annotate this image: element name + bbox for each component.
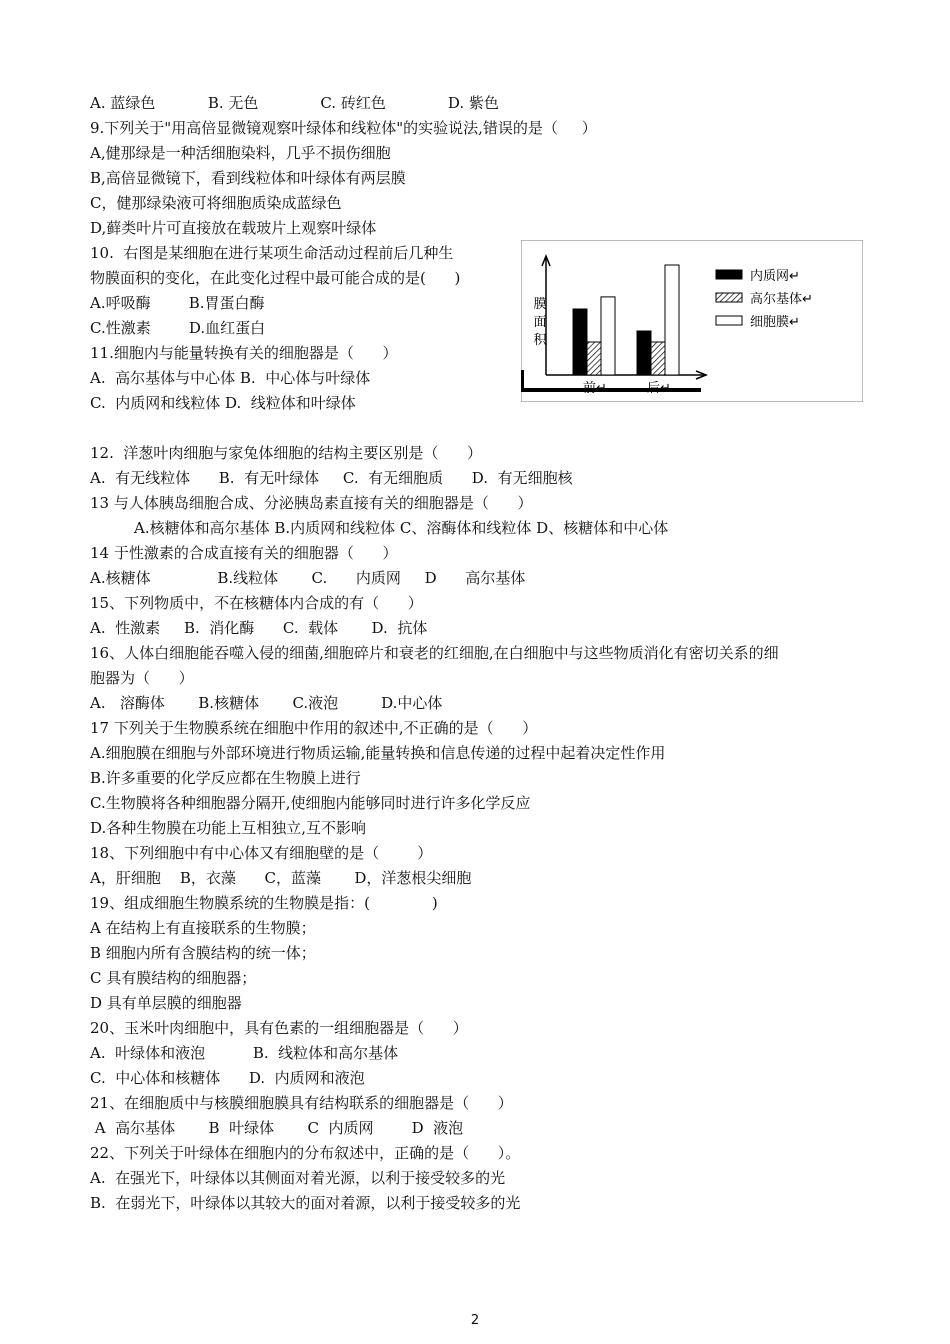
- text-line: C 具有膜结构的细胞器；: [90, 969, 257, 987]
- membrane-area-bar-chart: [521, 240, 863, 402]
- text-line: 17 下列关于生物膜系统在细胞中作用的叙述中,不正确的是（ ）: [90, 719, 538, 737]
- text-line: A.核糖体 B.线粒体 C. 内质网 D 高尔基体: [90, 569, 526, 587]
- text-line: 16、人体白细胞能吞噬入侵的细菌,细胞碎片和衰老的红细胞,在白细胞中与这些物质消化有密切关系的细: [90, 644, 779, 662]
- text-line: A 在结构上有直接联系的生物膜；: [90, 919, 316, 937]
- figure-frame: [521, 240, 863, 402]
- text-line: 20、玉米叶肉细胞中，具有色素的一组细胞器是（ ）: [90, 1019, 468, 1037]
- text-line: B,高倍显微镜下，看到线粒体和叶绿体有两层膜: [90, 169, 406, 187]
- text-line: D 具有单层膜的细胞器: [90, 994, 242, 1012]
- text-line: 15、下列物质中，不在核糖体内合成的有（ ）: [90, 594, 423, 612]
- text-line: A，肝细胞 B，衣藻 C，蓝藻 D，洋葱根尖细胞: [90, 869, 472, 887]
- text-line: B.许多重要的化学反应都在生物膜上进行: [90, 769, 361, 787]
- bar-内质网-前: [573, 309, 587, 375]
- text-line: 19、组成细胞生物膜系统的生物膜是指：( ): [90, 894, 438, 912]
- text-line: A.呼吸酶 B.胃蛋白酶: [90, 294, 265, 312]
- text-line: 21、在细胞质中与核膜细胞膜具有结构联系的细胞器是（ ）: [90, 1094, 513, 1112]
- text-line: 22、下列关于叶绿体在细胞内的分布叙述中，正确的是（ ）。: [90, 1144, 521, 1162]
- text-line: A. 有无线粒体 B. 有无叶绿体 C. 有无细胞质 D. 有无细胞核: [90, 469, 573, 487]
- legend-label: 高尔基体↵: [750, 291, 813, 306]
- bar-细胞膜-前: [601, 297, 615, 375]
- text-line: 9.下列关于"用高倍显微镜观察叶绿体和线粒体"的实验说法,错误的是（ ）: [90, 119, 597, 137]
- text-line: A. 蓝绿色 B. 无色 C. 砖红色 D. 紫色: [90, 94, 499, 112]
- bar-高尔基体-后: [651, 342, 665, 375]
- text-line: A.核糖体和高尔基体 B.内质网和线粒体 C、溶酶体和线粒体 D、核糖体和中心体: [134, 519, 669, 537]
- page-number: 2: [470, 1313, 480, 1328]
- legend-label: 内质网↵: [750, 268, 800, 283]
- text-line: C，健那绿染液可将细胞质染成蓝绿色: [90, 194, 342, 212]
- bar-高尔基体-前: [587, 342, 601, 375]
- text-line: C.生物膜将各种细胞器分隔开,使细胞内能够同时进行许多化学反应: [90, 794, 531, 812]
- text-line: 14 于性激素的合成直接有关的细胞器（ ）: [90, 544, 398, 562]
- text-line: A. 叶绿体和液泡 B. 线粒体和高尔基体: [90, 1044, 399, 1062]
- figure-base-bar: [521, 388, 701, 392]
- text-line: 物膜面积的变化，在此变化过程中最可能合成的是( ): [90, 269, 461, 287]
- legend-label: 细胞膜↵: [750, 314, 800, 329]
- legend-swatch: [716, 270, 742, 279]
- text-line: A. 溶酶体 B.核糖体 C.液泡 D.中心体: [90, 694, 443, 712]
- text-line: 13 与人体胰岛细胞合成、分泌胰岛素直接有关的细胞器是（ ）: [90, 494, 533, 512]
- legend-swatch: [716, 293, 742, 302]
- text-line: 胞器为（ ）: [90, 669, 194, 687]
- text-line: A. 高尔基体与中心体 B. 中心体与叶绿体: [90, 369, 371, 387]
- text-line: A,健那绿是一种活细胞染料，几乎不损伤细胞: [90, 144, 391, 162]
- text-line: 11.细胞内与能量转换有关的细胞器是（ ）: [90, 344, 398, 362]
- text-line: C. 内质网和线粒体 D. 线粒体和叶绿体: [90, 394, 356, 412]
- x-tick-label: 后↵: [647, 380, 671, 395]
- legend-swatch: [716, 316, 742, 325]
- y-axis-label: 膜面积: [533, 296, 547, 347]
- figure-left-bar: [521, 370, 524, 392]
- text-line: A 高尔基体 B 叶绿体 C 内质网 D 液泡: [90, 1119, 464, 1137]
- text-line: B. 在弱光下，叶绿体以其较大的面对着源，以利于接受较多的光: [90, 1194, 521, 1212]
- text-line: C. 中心体和核糖体 D. 内质网和液泡: [90, 1069, 365, 1087]
- text-line: A.细胞膜在细胞与外部环境进行物质运输,能量转换和信息传递的过程中起着决定性作用: [90, 744, 666, 762]
- text-line: B 细胞内所有含膜结构的统一体；: [90, 944, 316, 962]
- x-tick-label: 前↵: [583, 380, 607, 395]
- text-line: 12. 洋葱叶肉细胞与家兔体细胞的结构主要区别是（ ）: [90, 444, 483, 462]
- text-line: 10. 右图是某细胞在进行某项生命活动过程前后几种生: [90, 244, 454, 262]
- bar-细胞膜-后: [665, 265, 679, 375]
- text-line: A. 在强光下，叶绿体以其侧面对着光源，以利于接受较多的光: [90, 1169, 506, 1187]
- text-line: D,藓类叶片可直接放在载玻片上观察叶绿体: [90, 219, 377, 237]
- text-line: D.各种生物膜在功能上互相独立,互不影响: [90, 819, 367, 837]
- text-line: C.性激素 D.血红蛋白: [90, 319, 266, 337]
- text-line: 18、下列细胞中有中心体又有细胞壁的是（ ）: [90, 844, 433, 862]
- bar-内质网-后: [637, 331, 651, 375]
- text-line: A. 性激素 B. 消化酶 C. 载体 D. 抗体: [90, 619, 428, 637]
